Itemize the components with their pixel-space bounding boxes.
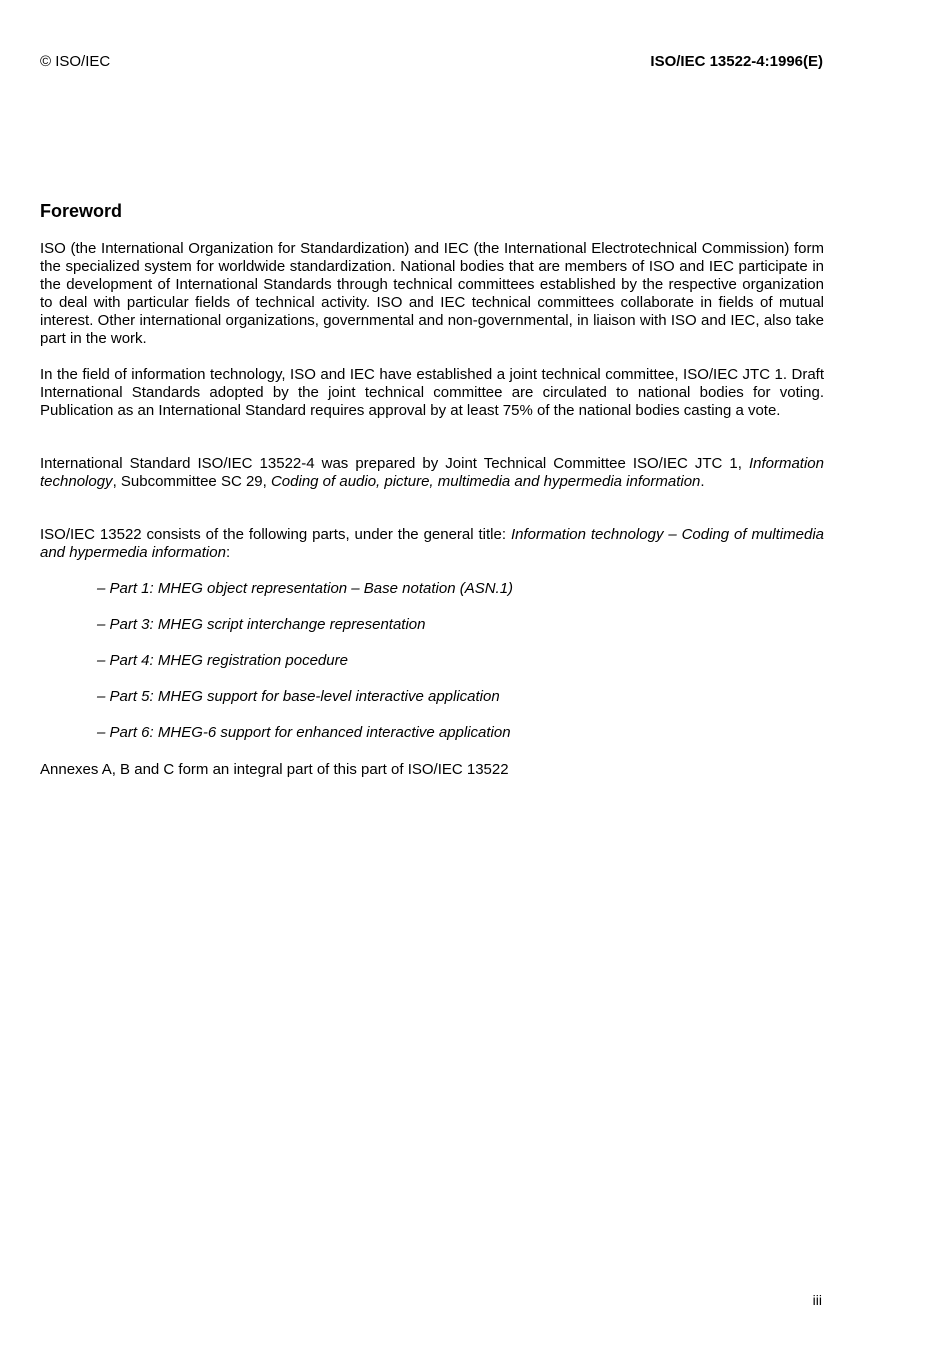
paragraph-preparation-text-2: , Subcommittee SC 29,: [112, 473, 271, 490]
paragraph-parts-intro-text: ISO/IEC 13522 consists of the following parts, under the general title:: [40, 526, 511, 543]
list-item: – Part 1: MHEG object representation – Base notation (ASN.1): [97, 580, 514, 597]
list-item: – Part 3: MHEG script interchange representation: [97, 616, 426, 633]
paragraph-jtc1: In the field of information technology, ISO and IEC have established a joint technical committee, ISO/IEC JTC 1. Draft International Standards adopted by the joint technical committee are circulated to national bodies for voting. Publication as an International Standard requires approval by at least 75% of the national bodies casting a vote.: [40, 366, 824, 419]
list-item: – Part 5: MHEG support for base-level interactive application: [97, 688, 500, 705]
list-item: – Part 6: MHEG-6 support for enhanced interactive application: [97, 724, 511, 741]
paragraph-preparation-text-3: .: [700, 473, 705, 490]
paragraph-iso-iec-intro: ISO (the International Organization for Standardization) and IEC (the International Electrotechnical Commission) form the specialized system for worldwide standardization. National bodies that are members of ISO and IEC participate in the development of International Standards through technical committees established by the respective organization to deal with particular fields of technical activity. ISO and IEC technical committees collaborate in fields of mutual interest. Other international organizations, governmental and non-governmental, in liaison with ISO and IEC, also take part in the work.: [40, 240, 824, 347]
header-document-id: ISO/IEC 13522-4:1996(E): [650, 53, 823, 70]
paragraph-preparation-title-1: Information technology: [40, 455, 824, 490]
paragraph-parts-intro: [40, 526, 824, 562]
paragraph-parts-intro-colon: :: [225, 544, 231, 561]
header-copyright: © ISO/IEC: [40, 53, 111, 70]
page-number: iii: [812, 1292, 822, 1308]
paragraph-preparation-title-2: Coding of audio, picture, multimedia and hypermedia information: [270, 473, 701, 490]
parts-list: [97, 580, 513, 760]
paragraph-preparation-text-1: International Standard ISO/IEC 13522-4 was prepared by Joint Technical Committee ISO/IEC JTC 1,: [40, 455, 749, 472]
section-title: Foreword: [40, 201, 123, 221]
paragraph-parts-intro-title: Information technology – Coding of multimedia and hypermedia information: [40, 526, 824, 561]
list-item: – Part 4: MHEG registration pocedure: [97, 652, 348, 669]
paragraph-preparation: [40, 455, 824, 491]
annex-note: Annexes A, B and C form an integral part of this part of ISO/IEC 13522: [40, 761, 509, 778]
